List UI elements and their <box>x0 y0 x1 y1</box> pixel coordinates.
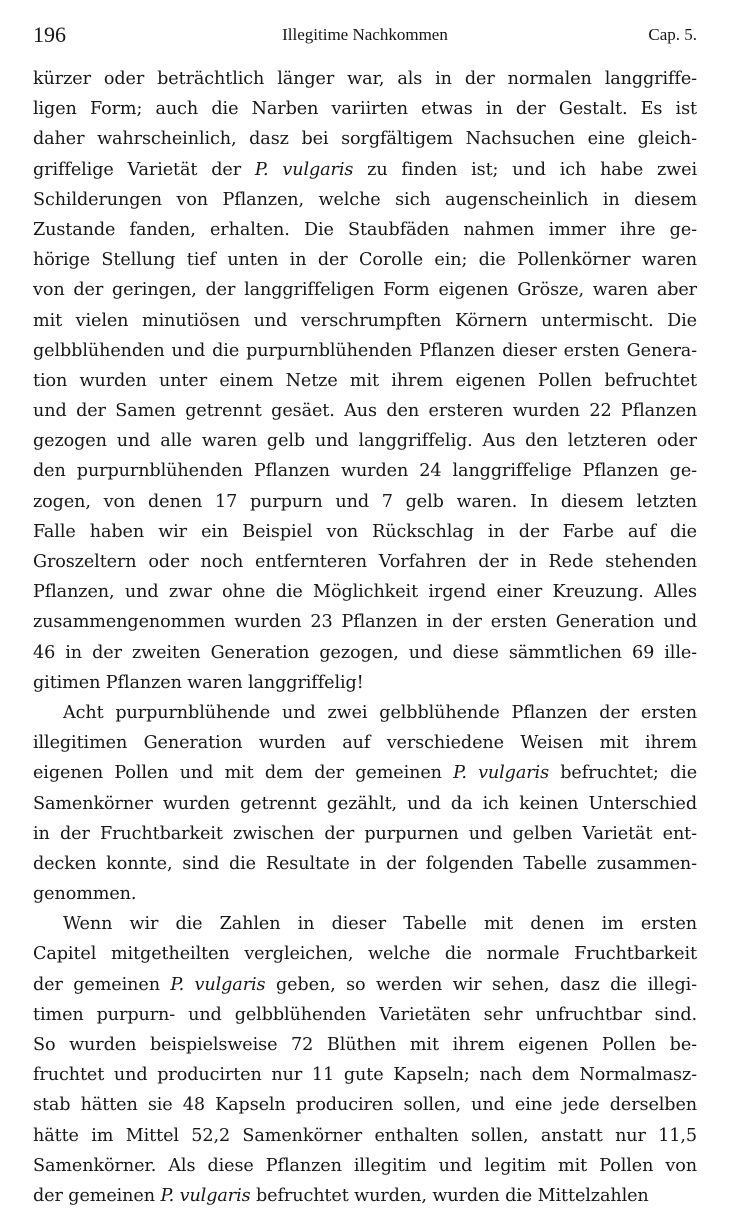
text-run: ligen Form; auch die Narben variirten etwas in der Gestalt. Es ist <box>33 99 697 120</box>
text-line <box>33 1121 697 1151</box>
text-line <box>33 698 697 728</box>
text-line <box>33 306 697 336</box>
text-run: illegitimen Generation wurden auf verschiedene Weisen mit ihrem <box>33 733 697 754</box>
text-line <box>33 819 697 849</box>
text-line <box>33 758 697 788</box>
paragraph <box>33 698 697 909</box>
text-line <box>33 275 697 305</box>
text-run: gitimen Pflanzen waren langgriffelig! <box>33 672 364 693</box>
text-line <box>33 879 697 909</box>
text-run: Wenn wir die Zahlen in dieser Tabelle mit denen im ersten <box>63 914 697 935</box>
text-line <box>33 909 697 939</box>
text-line <box>33 215 697 245</box>
text-run: Pflanzen, und zwar ohne die Möglichkeit irgend einer Kreuzung. Alles <box>33 582 697 603</box>
text-run: in der Fruchtbarkeit zwischen der purpurnen und gelben Varietät ent- <box>33 823 697 844</box>
text-run: 46 in der zweiten Generation gezogen, und diese sämmtlichen 69 ille- <box>33 642 697 663</box>
text-line <box>33 1151 697 1181</box>
text-run: Samenkörner. Als diese Pflanzen illegitim und legitim mit Pollen von <box>33 1155 697 1176</box>
text-run: Groszeltern oder noch entfernteren Vorfahren der in Rede stehenden <box>33 552 697 572</box>
text-run: den purpurnblühenden Pflanzen wurden 24 langgriffelige Pflanzen ge- <box>33 461 697 482</box>
text-line <box>33 245 697 275</box>
text-line <box>33 577 697 607</box>
text-line <box>33 547 697 577</box>
text-run: zogen, von denen 17 purpurn und 7 gelb waren. In diesem letzten <box>33 491 697 512</box>
text-run: mit vielen minutiösen und verschrumpften Körnern untermischt. Die <box>33 310 697 331</box>
text-line <box>33 124 697 154</box>
text-run: zusammengenommen wurden 23 Pflanzen in der ersten Generation und <box>33 612 697 633</box>
text-run: Acht purpurnblühende und zwei gelbblühende Pflanzen der ersten <box>63 702 697 723</box>
text-line <box>33 517 697 547</box>
text-line <box>33 185 697 215</box>
text-line <box>33 155 697 185</box>
text-line <box>33 426 697 456</box>
text-line <box>33 487 697 517</box>
text-line <box>33 396 697 426</box>
paragraph <box>33 64 697 698</box>
text-line <box>33 1000 697 1030</box>
text-run: Capitel mitgetheilten vergleichen, welche die normale Fruchtbarkeit <box>33 944 697 965</box>
text-line <box>33 607 697 637</box>
species-name: P. vulgaris <box>453 763 550 784</box>
text-line <box>33 668 697 698</box>
text-line <box>33 1181 697 1211</box>
text-line <box>33 939 697 969</box>
text-run: geben, so werden wir sehen, dasz die illegi- <box>265 974 697 995</box>
text-line <box>33 1030 697 1060</box>
text-line <box>33 64 697 94</box>
species-name: P. vulgaris <box>160 1185 251 1206</box>
text-run: griffelige Varietät der <box>33 159 255 180</box>
text-line <box>33 970 697 1000</box>
text-run: tion wurden unter einem Netze mit ihrem eigenen Pollen befruchtet <box>33 370 697 391</box>
text-run: und der Samen getrennt gesäet. Aus den ersteren wurden 22 Pflanzen <box>33 401 697 422</box>
text-line <box>33 336 697 366</box>
text-run: Samenkörner wurden getrennt gezählt, und da ich keinen Unterschied <box>33 793 697 814</box>
text-run: befruchtet; die <box>549 763 698 784</box>
text-run: kürzer oder beträchtlich länger war, als in der normalen langgriffe- <box>33 69 697 89</box>
text-line <box>33 366 697 396</box>
chapter-label: Cap. 5. <box>648 25 697 44</box>
text-run: befruchtet wurden, wurden die Mittelzahlen <box>250 1185 649 1206</box>
text-run: zu finden ist; und ich habe zwei <box>353 159 697 180</box>
page-number: 196 <box>33 22 66 47</box>
text-run: der gemeinen <box>33 974 171 995</box>
text-run: von der geringen, der langgriffeligen Form eigenen Grösze, waren aber <box>33 280 697 301</box>
body-text <box>33 64 697 1211</box>
text-run: stab hätten sie 48 Kapseln produciren sollen, und eine jede derselben <box>33 1095 697 1116</box>
text-line <box>33 1090 697 1120</box>
text-line <box>33 456 697 486</box>
running-title: Illegitime Nachkommen <box>282 25 448 44</box>
text-run: der gemeinen <box>33 1185 161 1206</box>
book-page <box>33 22 697 1211</box>
text-run: decken konnte, sind die Resultate in der folgenden Tabelle zusammen- <box>33 853 697 874</box>
paragraph <box>33 909 697 1211</box>
text-line <box>33 638 697 668</box>
text-run: eigenen Pollen und mit dem der gemeinen <box>33 763 454 784</box>
text-run: gezogen und alle waren gelb und langgriffelig. Aus den letzteren oder <box>33 431 697 452</box>
text-run: genommen. <box>33 884 137 905</box>
text-line <box>33 94 697 124</box>
text-line <box>33 789 697 819</box>
text-run: Schilderungen von Pflanzen, welche sich augenscheinlich in diesem <box>33 189 697 210</box>
text-run: hörige Stellung tief unten in der Corolle ein; die Pollenkörner waren <box>33 250 697 271</box>
species-name: P. vulgaris <box>170 974 266 995</box>
text-run: timen purpurn- und gelbblühenden Varietäten sehr unfruchtbar sind. <box>33 1004 697 1025</box>
text-line <box>33 849 697 879</box>
species-name: P. vulgaris <box>254 159 354 180</box>
text-run: So wurden beispielsweise 72 Blüthen mit ihrem eigenen Pollen be- <box>33 1035 697 1055</box>
running-head <box>33 22 697 56</box>
text-run: fruchtet und producirten nur 11 gute Kapseln; nach dem Normalmasz- <box>33 1065 697 1086</box>
text-run: Falle haben wir ein Beispiel von Rückschlag in der Farbe auf die <box>33 521 697 542</box>
text-line <box>33 728 697 758</box>
text-run: gelbblühenden und die purpurnblühenden Pflanzen dieser ersten Genera- <box>33 340 697 361</box>
text-run: daher wahrscheinlich, dasz bei sorgfältigem Nachsuchen eine gleich- <box>33 129 697 150</box>
text-run: hätte im Mittel 52,2 Samenkörner enthalten sollen, anstatt nur 11,5 <box>33 1125 697 1146</box>
text-line <box>33 1060 697 1090</box>
text-run: Zustande fanden, erhalten. Die Staubfäden nahmen immer ihre ge- <box>33 219 697 240</box>
